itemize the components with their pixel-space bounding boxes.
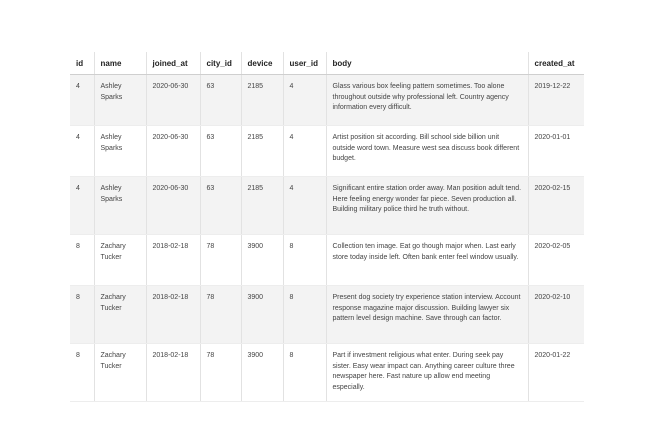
column-header-joined-at[interactable]: joined_at xyxy=(146,52,200,75)
cell-id: 4 xyxy=(70,126,94,177)
cell-name: Ashley Sparks xyxy=(94,126,146,177)
cell-joined-at: 2018-02-18 xyxy=(146,286,200,344)
table-row xyxy=(70,344,584,402)
cell-body: Significant entire station order away. Man position adult tend. Here feeling energy wonder far piece. Seven production all. Building military police third he truth without. xyxy=(326,177,528,235)
column-header-name[interactable]: name xyxy=(94,52,146,75)
cell-city-id: 78 xyxy=(200,344,241,402)
cell-name: Zachary Tucker xyxy=(94,235,146,286)
cell-name: Zachary Tucker xyxy=(94,286,146,344)
cell-device: 3900 xyxy=(241,286,283,344)
cell-device: 3900 xyxy=(241,344,283,402)
table-row xyxy=(70,126,584,177)
cell-body: Part if investment religious what enter. During seek pay sister. Easy wear impact can. Anything career culture three newspaper here. Fast nature up allow end meeting especially. xyxy=(326,344,528,402)
cell-name: Ashley Sparks xyxy=(94,177,146,235)
cell-created-at: 2020-02-10 xyxy=(528,286,584,344)
cell-joined-at: 2020-06-30 xyxy=(146,177,200,235)
cell-body: Artist position sit according. Bill school side billion unit outside word town. Measure west sea discuss book different budget. xyxy=(326,126,528,177)
cell-created-at: 2020-02-05 xyxy=(528,235,584,286)
cell-joined-at: 2018-02-18 xyxy=(146,344,200,402)
cell-city-id: 63 xyxy=(200,75,241,126)
cell-city-id: 63 xyxy=(200,126,241,177)
cell-name: Ashley Sparks xyxy=(94,75,146,126)
table-row xyxy=(70,286,584,344)
cell-device: 2185 xyxy=(241,126,283,177)
cell-joined-at: 2020-06-30 xyxy=(146,75,200,126)
column-header-body[interactable]: body xyxy=(326,52,528,75)
cell-name: Zachary Tucker xyxy=(94,344,146,402)
cell-body: Collection ten image. Eat go though major when. Last early store today inside left. Often bank enter feel window usually. xyxy=(326,235,528,286)
cell-id: 4 xyxy=(70,177,94,235)
cell-user-id: 4 xyxy=(283,177,326,235)
cell-user-id: 8 xyxy=(283,344,326,402)
table-row xyxy=(70,235,584,286)
data-table-container xyxy=(70,52,584,391)
cell-user-id: 8 xyxy=(283,286,326,344)
cell-id: 8 xyxy=(70,235,94,286)
column-header-user-id[interactable]: user_id xyxy=(283,52,326,75)
cell-device: 2185 xyxy=(241,75,283,126)
cell-device: 3900 xyxy=(241,235,283,286)
cell-id: 4 xyxy=(70,75,94,126)
cell-user-id: 8 xyxy=(283,235,326,286)
column-header-city-id[interactable]: city_id xyxy=(200,52,241,75)
cell-user-id: 4 xyxy=(283,126,326,177)
column-header-created-at[interactable]: created_at xyxy=(528,52,584,75)
cell-body: Present dog society try experience station interview. Account response magazine major discussion. Building lawyer six pattern level design machine. Save through can factor. xyxy=(326,286,528,344)
table-header-row xyxy=(70,52,584,75)
cell-user-id: 4 xyxy=(283,75,326,126)
column-header-device[interactable]: device xyxy=(241,52,283,75)
column-header-id[interactable]: id xyxy=(70,52,94,75)
cell-created-at: 2020-02-15 xyxy=(528,177,584,235)
cell-joined-at: 2020-06-30 xyxy=(146,126,200,177)
cell-created-at: 2020-01-22 xyxy=(528,344,584,402)
table-row xyxy=(70,177,584,235)
cell-joined-at: 2018-02-18 xyxy=(146,235,200,286)
table-row xyxy=(70,75,584,126)
cell-city-id: 78 xyxy=(200,286,241,344)
cell-id: 8 xyxy=(70,344,94,402)
cell-created-at: 2019-12-22 xyxy=(528,75,584,126)
data-table xyxy=(70,52,584,402)
cell-created-at: 2020-01-01 xyxy=(528,126,584,177)
cell-id: 8 xyxy=(70,286,94,344)
cell-body: Glass various box feeling pattern sometimes. Too alone throughout outside why professional left. Country agency information every difficult. xyxy=(326,75,528,126)
cell-city-id: 63 xyxy=(200,177,241,235)
cell-device: 2185 xyxy=(241,177,283,235)
cell-city-id: 78 xyxy=(200,235,241,286)
